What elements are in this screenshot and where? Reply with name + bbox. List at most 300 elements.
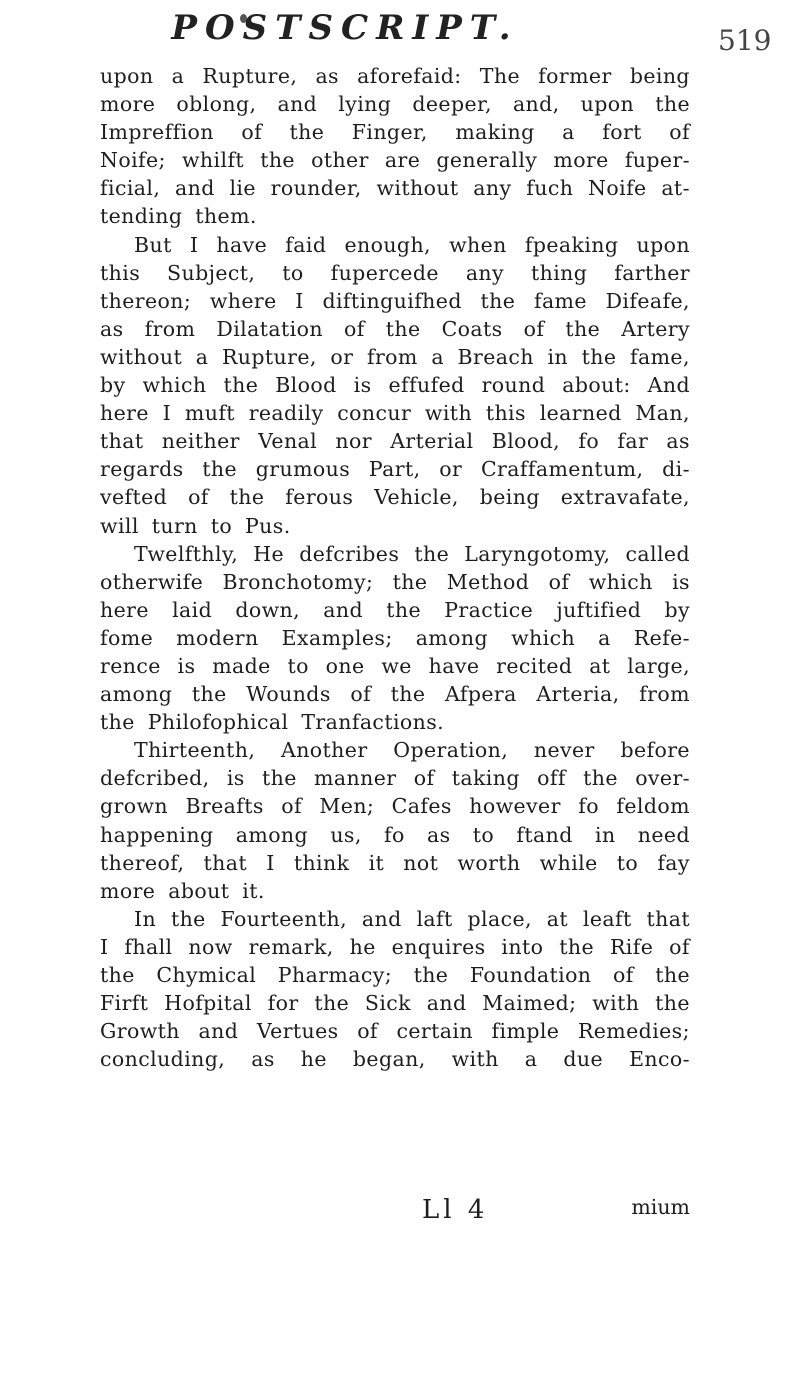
word: enough, <box>344 232 431 257</box>
word: for <box>267 991 299 1016</box>
word: Remedies; <box>577 1019 690 1044</box>
word: called <box>625 541 690 566</box>
word: into <box>501 934 544 959</box>
paragraph-start <box>100 540 690 568</box>
word: lying <box>338 92 392 117</box>
word: a <box>171 64 185 88</box>
word: where <box>209 288 277 313</box>
word: di- <box>662 457 690 482</box>
word: and, <box>512 92 560 117</box>
word: fuch <box>526 176 574 201</box>
word: fimple <box>491 1019 560 1044</box>
word: is <box>177 653 196 678</box>
text-line <box>100 315 690 343</box>
word: upon <box>636 232 690 257</box>
word: ferous <box>285 485 354 510</box>
word: extravafate, <box>560 485 690 510</box>
word: a <box>431 344 444 369</box>
word: it <box>368 850 385 875</box>
word: Rife <box>609 934 654 959</box>
word: aforefaid: <box>357 64 462 88</box>
word: large, <box>627 653 690 678</box>
word: Afpera <box>445 682 517 707</box>
word: lie <box>229 176 256 201</box>
word: being <box>479 485 540 510</box>
word: Noife <box>588 176 647 201</box>
word: and <box>277 92 318 117</box>
word: which <box>588 569 653 594</box>
word: Chymical <box>156 963 257 987</box>
text-line <box>100 568 690 596</box>
word: far <box>617 429 649 454</box>
word: the <box>559 934 595 959</box>
word: defcribes <box>299 541 400 566</box>
text-line <box>100 259 690 287</box>
text-line <box>100 343 690 371</box>
word: the <box>414 541 450 566</box>
word: fpeaking <box>524 232 619 257</box>
word: Man, <box>635 401 690 426</box>
word: as <box>100 316 124 341</box>
word: remark, <box>248 934 334 959</box>
word: among <box>415 625 489 650</box>
word: In <box>134 906 157 931</box>
word: and <box>323 597 364 622</box>
word: farther <box>614 260 690 285</box>
word: more <box>100 92 156 117</box>
word: enquires <box>391 934 486 959</box>
line-text: will turn to Pus. <box>100 513 291 538</box>
word: here <box>100 401 149 426</box>
word: which <box>142 373 207 398</box>
word: fay <box>657 850 690 875</box>
line-text: tending them. <box>100 204 257 229</box>
text-line <box>100 371 690 399</box>
word: any <box>473 176 512 201</box>
word: being <box>629 64 690 88</box>
word: fo <box>578 429 600 454</box>
word: fupercede <box>330 260 439 285</box>
word: I <box>189 232 199 257</box>
text-line <box>100 1045 690 1073</box>
word: Arterial <box>390 429 474 454</box>
word: The <box>479 64 520 88</box>
word: Blood, <box>491 429 561 454</box>
word: at- <box>661 176 690 201</box>
word: have <box>216 232 268 257</box>
word: the <box>480 288 516 313</box>
word: or <box>330 344 354 369</box>
word: without <box>376 176 459 201</box>
word: Enco- <box>629 1047 690 1072</box>
word: But <box>134 232 172 257</box>
word: in <box>547 344 569 369</box>
text-line <box>100 680 690 708</box>
text-line <box>100 989 690 1017</box>
word: of <box>188 485 209 510</box>
word: thing <box>530 260 588 285</box>
word: us, <box>330 822 362 847</box>
word: the <box>223 373 259 398</box>
word: Part, <box>368 457 421 482</box>
word: more <box>553 148 609 173</box>
word: as <box>315 64 339 88</box>
word: rence <box>100 653 161 678</box>
word: Wounds <box>246 682 331 707</box>
word: to <box>616 850 639 875</box>
word: the <box>314 991 350 1016</box>
text-line <box>100 62 690 90</box>
word: Another <box>281 738 368 763</box>
word: that <box>646 906 690 931</box>
word: of <box>357 1019 378 1044</box>
word: taking <box>451 766 520 791</box>
word: to <box>282 260 304 285</box>
word: think <box>293 850 350 875</box>
text-line <box>100 624 690 652</box>
word: a <box>562 120 575 145</box>
word: Hofpital <box>164 991 252 1016</box>
word: place, <box>467 906 532 931</box>
word: Vertues <box>256 1019 339 1044</box>
word: this <box>485 401 526 426</box>
word: the <box>655 963 690 987</box>
word: Laryngotomy, <box>464 541 611 566</box>
text-line <box>100 483 690 511</box>
word: with <box>451 1047 499 1072</box>
word: Dilatation <box>216 316 323 341</box>
word: Arteria, <box>536 682 620 707</box>
word: the <box>386 597 422 622</box>
word: fame, <box>629 344 690 369</box>
word: Rupture, <box>221 344 317 369</box>
word: is <box>353 373 372 398</box>
word: fo <box>578 794 599 819</box>
word: generally <box>436 148 538 173</box>
word: round <box>481 373 546 398</box>
text-line <box>100 961 690 989</box>
word: this <box>100 260 141 285</box>
word: Difeafe, <box>605 288 690 313</box>
word: among <box>235 822 309 847</box>
signature-mark: Ll 4 <box>422 1195 489 1225</box>
word: is <box>226 766 245 791</box>
word: making <box>455 120 535 145</box>
text-line <box>100 1017 690 1045</box>
word: fort <box>602 120 642 145</box>
word: Finger, <box>351 120 428 145</box>
word: of <box>350 682 372 707</box>
word: muft <box>184 401 235 426</box>
running-title: POSTSCRIPT. <box>171 8 519 48</box>
word: fame <box>533 288 587 313</box>
word: deeper, <box>412 92 492 117</box>
word: of <box>523 316 545 341</box>
word: Refe- <box>633 625 690 650</box>
word: Cafes <box>391 794 452 819</box>
word: Coats <box>441 316 503 341</box>
text-line <box>100 708 690 736</box>
word: Breach <box>457 344 534 369</box>
word: due <box>563 1047 604 1072</box>
word: effufed <box>388 373 465 398</box>
word: I <box>100 934 109 959</box>
word: laid <box>172 597 213 622</box>
word: without <box>100 344 183 369</box>
word: Impreffion <box>100 120 214 145</box>
word: the <box>229 485 265 510</box>
word: worth <box>457 850 521 875</box>
text-line <box>100 287 690 315</box>
word: Artery <box>621 316 690 341</box>
word: here <box>100 597 149 622</box>
word: oblong, <box>176 92 257 117</box>
word: juftified <box>556 597 642 622</box>
word: among <box>100 682 173 707</box>
word: in <box>594 822 616 847</box>
word: he <box>349 934 376 959</box>
text-line <box>100 821 690 849</box>
word: recited <box>496 653 573 678</box>
word: Craffamentum, <box>480 457 644 482</box>
word: neither <box>161 429 240 454</box>
word: not <box>403 850 439 875</box>
word: grown <box>100 794 169 819</box>
word: certain <box>396 1019 473 1044</box>
word: a <box>195 344 209 369</box>
word: Sick <box>364 991 411 1016</box>
word: with <box>424 401 473 426</box>
word: before <box>620 738 690 763</box>
body-text <box>100 62 690 1073</box>
word: leaft <box>582 906 632 931</box>
word: of <box>612 963 634 987</box>
word: over- <box>635 766 690 791</box>
word: down, <box>235 597 301 622</box>
word: the <box>655 92 690 117</box>
text-line <box>100 652 690 680</box>
word: Breafts <box>185 794 264 819</box>
page-number: 519 <box>718 24 772 57</box>
word: by <box>100 373 126 398</box>
word: the <box>390 682 426 707</box>
word: as <box>426 822 451 847</box>
word: however <box>469 794 561 819</box>
text-line <box>100 202 690 230</box>
word: upon <box>100 64 154 88</box>
word: the <box>260 148 295 173</box>
word: the <box>262 766 297 791</box>
word: vefted <box>100 485 168 510</box>
word: we <box>381 653 412 678</box>
word: concur <box>337 401 412 426</box>
word: And <box>647 373 690 398</box>
word: the <box>413 963 449 987</box>
word: faid <box>285 232 327 257</box>
word: off <box>537 766 566 791</box>
word: need <box>637 822 690 847</box>
text-line <box>100 174 690 202</box>
word: or <box>439 457 463 482</box>
word: to <box>472 822 495 847</box>
word: a <box>524 1047 538 1072</box>
word: a <box>598 625 611 650</box>
word: as <box>251 1047 275 1072</box>
word: which <box>511 625 576 650</box>
word: the <box>191 682 227 707</box>
word: readily <box>248 401 324 426</box>
word: at <box>589 653 611 678</box>
word: defcribed, <box>100 766 210 791</box>
word: Maimed; <box>482 991 577 1016</box>
word: thereof, <box>100 850 185 875</box>
word: learned <box>539 401 622 426</box>
word: Rupture, <box>202 64 298 88</box>
word: the <box>581 344 617 369</box>
word: Twelfthly, <box>134 541 239 566</box>
word: the <box>583 766 618 791</box>
word: from <box>144 316 196 341</box>
word: of <box>413 766 435 791</box>
word: upon <box>580 92 635 117</box>
word: laft <box>416 906 453 931</box>
word: the <box>655 991 690 1016</box>
word: fo <box>384 822 405 847</box>
text-line <box>100 512 690 540</box>
text-line <box>100 792 690 820</box>
word: and <box>426 991 467 1016</box>
word: Pharmacy; <box>277 963 393 987</box>
word: diftinguifhed <box>322 288 462 313</box>
word: the <box>565 316 601 341</box>
word: regards <box>100 457 184 482</box>
word: with <box>592 991 640 1016</box>
word: is <box>672 569 690 594</box>
word: manner <box>314 766 397 791</box>
word: ftand <box>516 822 573 847</box>
word: Vehicle, <box>374 485 459 510</box>
word: made <box>212 653 271 678</box>
word: ficial, <box>100 176 161 201</box>
word: the <box>392 569 428 594</box>
word: I <box>162 401 172 426</box>
word: of <box>281 794 302 819</box>
word: Bronchotomy; <box>222 569 374 594</box>
word: of <box>344 316 365 341</box>
word: fome <box>100 625 154 650</box>
text-line <box>100 399 690 427</box>
word: Fourteenth, <box>220 906 348 931</box>
word: that <box>100 429 144 454</box>
text-line <box>100 455 690 483</box>
word: any <box>465 260 505 285</box>
text-line <box>100 118 690 146</box>
word: Thirteenth, <box>134 738 256 763</box>
word: the <box>385 316 421 341</box>
word: that <box>203 850 248 875</box>
word: Men; <box>319 794 375 819</box>
word: otherwife <box>100 569 204 594</box>
word: Operation, <box>393 738 509 763</box>
word: fuper- <box>624 148 690 173</box>
text-line <box>100 146 690 174</box>
word: of <box>548 569 570 594</box>
word: Method <box>446 569 530 594</box>
paragraph-start <box>100 736 690 764</box>
word: while <box>539 850 598 875</box>
word: the <box>170 906 206 931</box>
catchword: mium <box>631 1195 690 1219</box>
word: He <box>253 541 285 566</box>
word: when <box>449 232 507 257</box>
word: have <box>428 653 480 678</box>
word: fhall <box>124 934 173 959</box>
paragraph-start <box>100 231 690 259</box>
word: began, <box>352 1047 426 1072</box>
word: I <box>266 850 275 875</box>
word: Practice <box>444 597 534 622</box>
word: the <box>202 457 238 482</box>
word: feldom <box>616 794 690 819</box>
word: now <box>188 934 233 959</box>
word: about: <box>562 373 631 398</box>
word: from <box>639 682 690 707</box>
word: thereon; <box>100 288 192 313</box>
word: I <box>295 288 304 313</box>
word: other <box>311 148 369 173</box>
paragraph-start <box>100 905 690 933</box>
word: of <box>669 120 690 145</box>
word: Venal <box>258 429 318 454</box>
word: he <box>300 1047 327 1072</box>
line-text: more about it. <box>100 878 265 903</box>
word: rounder, <box>270 176 362 201</box>
word: Blood <box>275 373 337 398</box>
word: as <box>666 429 690 454</box>
word: whilft <box>181 148 245 173</box>
word: Noife; <box>100 148 166 173</box>
word: and <box>198 1019 239 1044</box>
word: former <box>538 64 612 88</box>
word: by <box>664 597 690 622</box>
page-footer <box>100 1195 690 1225</box>
text-line <box>100 849 690 877</box>
word: Examples; <box>281 625 393 650</box>
text-line <box>100 427 690 455</box>
word: of <box>241 120 263 145</box>
word: Growth <box>100 1019 180 1044</box>
word: grumous <box>255 457 351 482</box>
word: Foundation <box>469 963 592 987</box>
word: the <box>100 963 135 987</box>
word: to <box>287 653 309 678</box>
text-line <box>100 877 690 905</box>
text-line <box>100 596 690 624</box>
word: Firft <box>100 991 149 1016</box>
line-text: the Philofophical Tranfactions. <box>100 710 445 735</box>
word: nor <box>335 429 372 454</box>
text-line <box>100 90 690 118</box>
word: of <box>669 934 690 959</box>
text-line <box>100 764 690 792</box>
word: and <box>361 906 402 931</box>
word: from <box>366 344 418 369</box>
word: Subject, <box>167 260 256 285</box>
word: the <box>289 120 325 145</box>
text-line <box>100 933 690 961</box>
word: one <box>325 653 365 678</box>
word: and <box>175 176 215 201</box>
